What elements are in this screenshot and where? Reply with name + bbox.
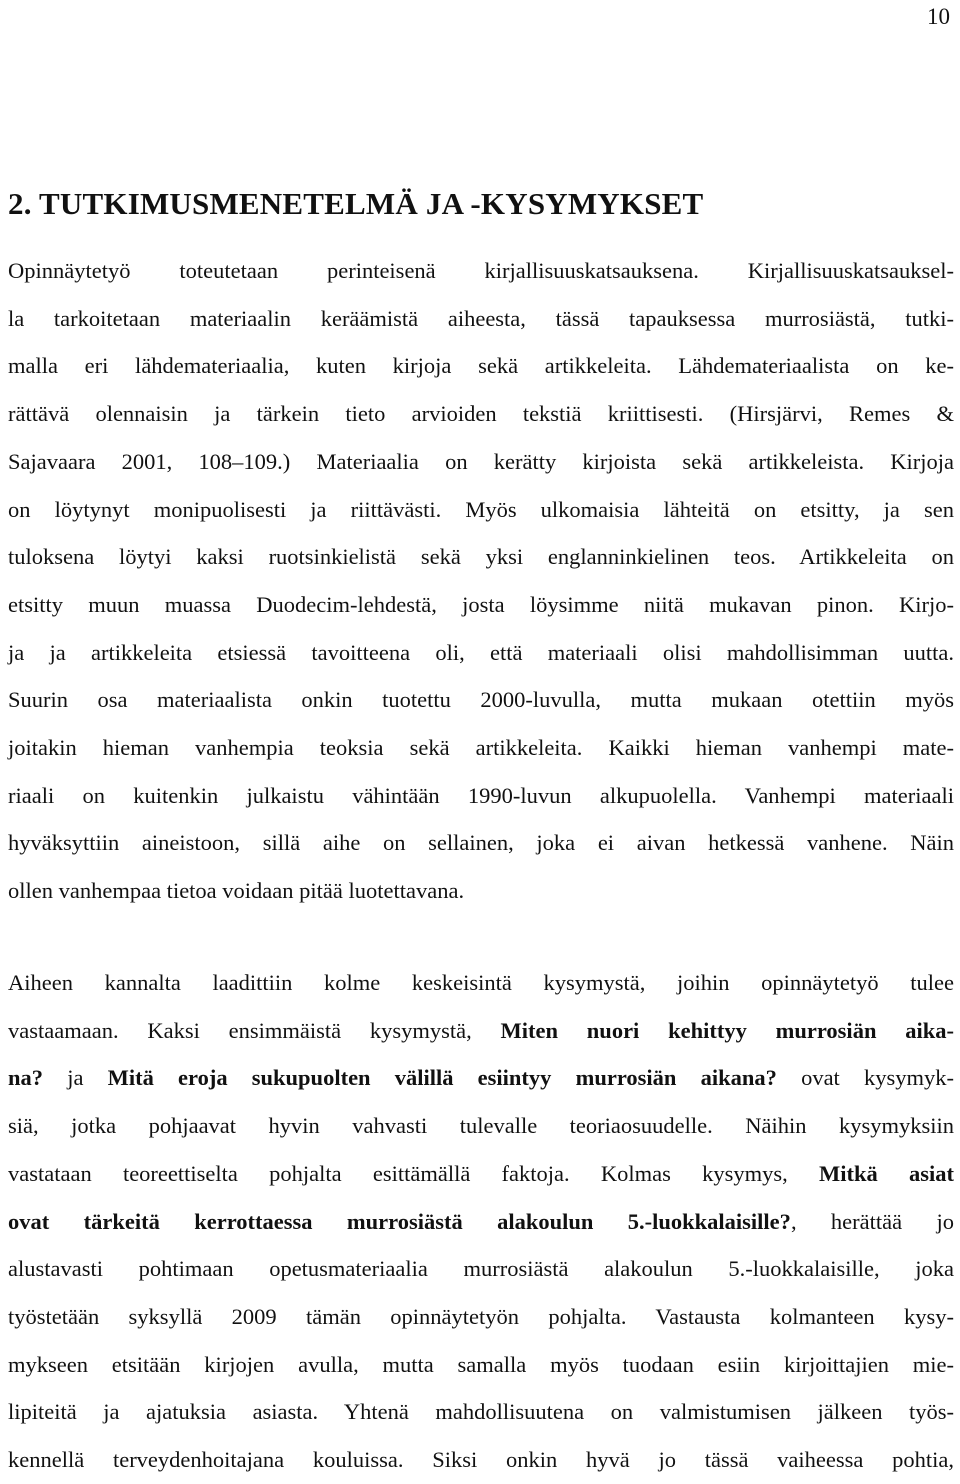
question-2-bold: Mitä eroja sukupuolten välillä esiintyy murrosiän aikana? <box>107 1065 777 1091</box>
text-line: Suurin osa materiaalista onkin tuotettu 2000-luvulla, mutta mukaan otettiin myös <box>8 687 954 713</box>
text-line: malla eri lähdemateriaalia, kuten kirjoja sekä artikkeleita. Lähdemateriaalista on ke- <box>8 353 954 379</box>
text-line: on löytynyt monipuolisesti ja riittävästi. Myös ulkomaisia lähteitä on etsitty, ja sen <box>8 496 954 522</box>
question-1-bold: Miten nuori kehittyy murrosiän aika- <box>500 1017 954 1043</box>
text-line: la tarkoitetaan materiaalin keräämistä aiheesta, tässä tapauksessa murrosiästä, tutki- <box>8 305 954 331</box>
text-line: siä, jotka pohjaavat hyvin vahvasti tulevalle teoriaosuudelle. Näihin kysymyksiin <box>8 1113 954 1139</box>
question-3-bold: Mitkä asiat <box>819 1160 955 1186</box>
text-line: joitakin hieman vanhempia teoksia sekä artikkeleita. Kaikki hieman vanhempi mate- <box>8 735 954 761</box>
text-line: mykseen etsitään kirjojen avulla, mutta samalla myös tuodaan esiin kirjoittajien mie- <box>8 1351 954 1377</box>
text-line: Opinnäytetyö toteutetaan perinteisenä kirjallisuuskatsauksena. Kirjallisuuskatsauksel- <box>8 258 954 283</box>
text-line: ovat tärkeitä kerrottaessa murrosiästä alakoulun 5.-luokkalaisille?, herättää jo <box>8 1208 955 1234</box>
text-line: hyväksyttiin aineistoon, sillä aihe on sellainen, joka ei aivan hetkessä vanhene. Näin <box>8 830 954 856</box>
text-line: etsitty muun muassa Duodecim-lehdestä, josta löysimme niitä mukavan pinon. Kirjo- <box>8 591 954 617</box>
text-line: ollen vanhempaa tietoa voidaan pitää luotettavana. <box>8 878 465 904</box>
text-line: ja ja artikkeleita etsiessä tavoitteena oli, että materiaali olisi mahdollisimman uutta. <box>8 639 954 665</box>
text-line: työstetään syksyllä 2009 tämän opinnäytetyön pohjalta. Vastausta kolmanteen kysy- <box>8 1303 954 1329</box>
text-line: vastataan teoreettiselta pohjalta esittämällä faktoja. Kolmas kysymys, Mitkä asiat <box>8 1160 955 1186</box>
section-heading: 2. TUTKIMUSMENETELMÄ JA -KYSYMYKSET <box>8 186 704 221</box>
paragraph-methods <box>8 247 954 915</box>
page-number: 10 <box>927 4 950 29</box>
text-line: rättävä olennaisin ja tärkein tieto arvioiden tekstiä kriittisesti. (Hirsjärvi, Remes & <box>8 401 954 427</box>
text-line: riaali on kuitenkin julkaistu vähintään 1990-luvun alkupuolella. Vanhempi materiaali <box>8 782 954 808</box>
text-line: kennellä terveydenhoitajana kouluissa. Siksi onkin hyvä jo tässä vaiheessa pohtia, <box>8 1447 954 1473</box>
text-line: tuloksena löytyi kaksi ruotsinkielistä sekä yksi englanninkielinen teos. Artikkeleita on <box>8 544 954 570</box>
text-line: vastaamaan. Kaksi ensimmäistä kysymystä, Miten nuori kehittyy murrosiän aika- <box>8 1017 954 1043</box>
text-line: Sajavaara 2001, 108–109.) Materiaalia on kerätty kirjoista sekä artikkeleista. Kirjoja <box>8 448 954 474</box>
text-line: na? ja Mitä eroja sukupuolten välillä esiintyy murrosiän aikana? ovat kysymyk- <box>8 1065 954 1091</box>
paragraph-questions <box>8 959 954 1484</box>
text-line: Aiheen kannalta laadittiin kolme keskeisintä kysymystä, joihin opinnäytetyö tulee <box>8 970 954 995</box>
text-line: lipiteitä ja ajatuksia asiasta. Yhtenä mahdollisuutena on valmistumisen jälkeen työs- <box>8 1399 954 1425</box>
text-line: alustavasti pohtimaan opetusmateriaalia murrosiästä alakoulun 5.-luokkalaisille, joka <box>8 1256 954 1282</box>
